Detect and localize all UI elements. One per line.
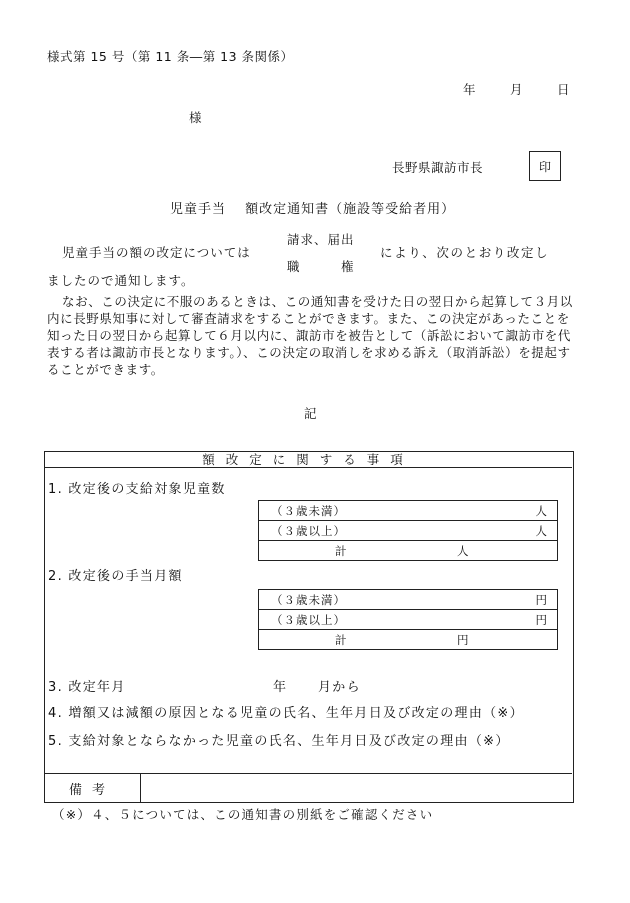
para1-option-request: 請求、届出 — [287, 232, 355, 247]
seal-box — [529, 151, 561, 181]
date-year: 年 — [463, 82, 476, 97]
para1-lead: 児童手当の額の改定については — [62, 245, 251, 260]
document-title: 児童手当 額改定通知書（施設等受給者用） — [170, 202, 456, 217]
appeal-notice: なお、この決定に不服のあるときは、この通知書を受けた日の翌日から起算して３月以内に長野県知事に対して審査請求をすることができます。また、この決定があったことを知った日の翌日から起算して６月以内に、諏訪市を被告として（訴訟において諏訪市を代表する者は諏訪市長となります。）、この決定の取消しを求める訴え（取消訴訟）を提起することができます。 — [47, 294, 573, 377]
item1-label: 1. 改定後の支給対象児童数 — [48, 482, 226, 497]
footnote: （※）４、５については、この通知書の別紙をご確認ください — [52, 807, 434, 822]
item3-month-from: 月から — [318, 680, 361, 695]
table-row: （３歳未満） 人 — [259, 501, 557, 521]
seal-label: 印 — [538, 159, 551, 174]
date-day: 日 — [557, 82, 570, 97]
issuer-name: 長野県諏訪市長 — [392, 160, 484, 175]
table-row: （３歳以上） 人 — [259, 521, 557, 541]
para1-line2: ましたので通知します。 — [47, 273, 195, 288]
item1-subtable — [258, 500, 558, 561]
remarks-label: 備考 — [44, 774, 141, 802]
item2-subtable — [258, 589, 558, 650]
date-month: 月 — [510, 82, 523, 97]
form-number: 様式第 15 号（第 11 条―第 13 条関係） — [47, 49, 294, 64]
para1-tail: により、次のとおり改定し — [380, 245, 550, 260]
para1-option-authority: 職 権 — [287, 259, 355, 274]
remarks-row — [44, 773, 572, 802]
table-row-total: 計 円 — [335, 633, 469, 647]
table-row-total: 計 人 — [335, 544, 469, 558]
table-row: （３歳以上） 円 — [259, 610, 557, 630]
item3-label: 3. 改定年月 — [48, 680, 126, 695]
table-row: （３歳未満） 円 — [259, 590, 557, 610]
addressee-suffix: 様 — [189, 110, 202, 125]
table-heading: 額改定に関する事項 — [44, 451, 572, 468]
item2-label: 2. 改定後の手当月額 — [48, 569, 183, 584]
ki-marker: 記 — [304, 406, 317, 421]
item4-label: 4. 増額又は減額の原因となる児童の氏名、生年月日及び改定の理由（※） — [48, 706, 524, 721]
item5-label: 5. 支給対象とならなかった児童の氏名、生年月日及び改定の理由（※） — [48, 734, 510, 749]
item3-year: 年 — [273, 680, 288, 695]
